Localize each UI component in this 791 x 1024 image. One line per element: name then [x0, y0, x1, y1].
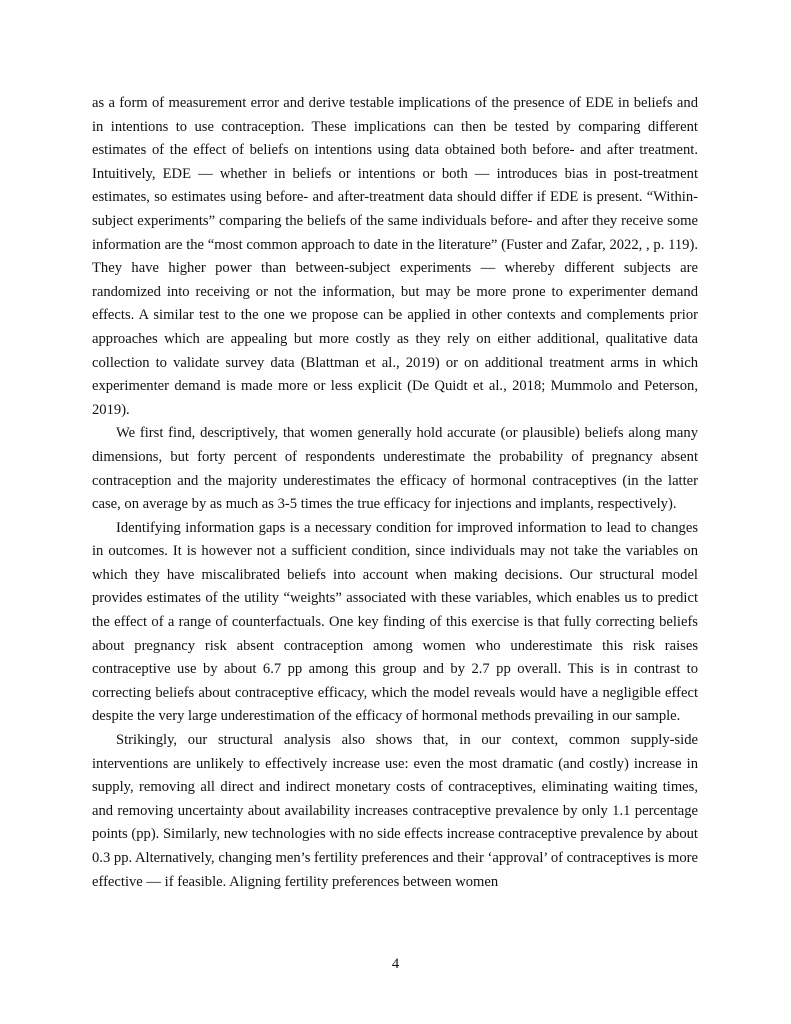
paragraph-supply-side-interventions: Strikingly, our structural analysis also shows that, in our context, common supply-side interventions are unlikely to effectively increase use: even the most dramatic (and costly) increase in supply, removing all direct and indirect monetary costs of contraceptives, eliminating waiting times, and removing uncertainty about availability increases contraceptive prevalence by only 1.1 percentage points (pp). Similarly, new technologies with no side effects increase contraceptive prevalence by about 0.3 pp. Alternatively, changing men’s fertility preferences and their ‘approval’ of contraceptives is more effective — if feasible. Aligning fertility preferences between women — [92, 732, 698, 890]
page-body — [92, 92, 698, 894]
paragraph-information-gaps: Identifying information gaps is a necessary condition for improved information to lead to changes in outcomes. It is however not a sufficient condition, since individuals may not take the variables on which they have miscalibrated beliefs into account when making decisions. Our structural model provides estimates of the utility “weights” associated with these variables, which enables us to predict the effect of a range of counterfactuals. One key finding of this exercise is that fully correcting beliefs about pregnancy risk absent contraception among women who underestimate this risk raises contraceptive use by about 6.7 pp among this group and by 2.7 pp overall. This is in contrast to correcting beliefs about contraceptive efficacy, which the model reveals would have a negligible effect despite the very large underestimation of the efficacy of hormonal methods prevailing in our sample. — [92, 519, 698, 725]
paragraph-edE-measurement-error: as a form of measurement error and derive testable implications of the presence of EDE in beliefs and in intentions to use contraception. These implications can then be tested by comparing different estimates of the effect of beliefs on intentions using data obtained both before- and after treatment. Intuitively, EDE — whether in beliefs or intentions or both — introduces bias in post-treatment estimates, so estimates using before- and after-treatment data should differ if EDE is present. “Within-subject experiments” comparing the beliefs of the same individuals before- and after they receive some information are the “most common approach to date in the literature” (Fuster and Zafar, 2022, , p. 119). They have higher power than between-subject experiments — whereby different subjects are randomized into receiving or not the information, but may be more prone to experimenter demand effects. A similar test to the one we propose can be applied in other contexts and complements prior approaches which are appealing but more costly as they rely on either additional, qualitative data collection to validate survey data (Blattman et al., 2019) or on additional treatment arms in which experimenter demand is made more or less explicit (De Quidt et al., 2018; Mummolo and Peterson, 2019). — [92, 95, 698, 418]
paragraph-descriptive-findings: We first find, descriptively, that women generally hold accurate (or plausible) beliefs along many dimensions, but forty percent of respondents underestimate the probability of pregnancy absent contraception and the majority underestimates the efficacy of hormonal contraceptives (in the latter case, on average by as much as 3-5 times the true efficacy for injections and implants, respectively). — [92, 425, 698, 513]
page-number: 4 — [391, 956, 400, 972]
